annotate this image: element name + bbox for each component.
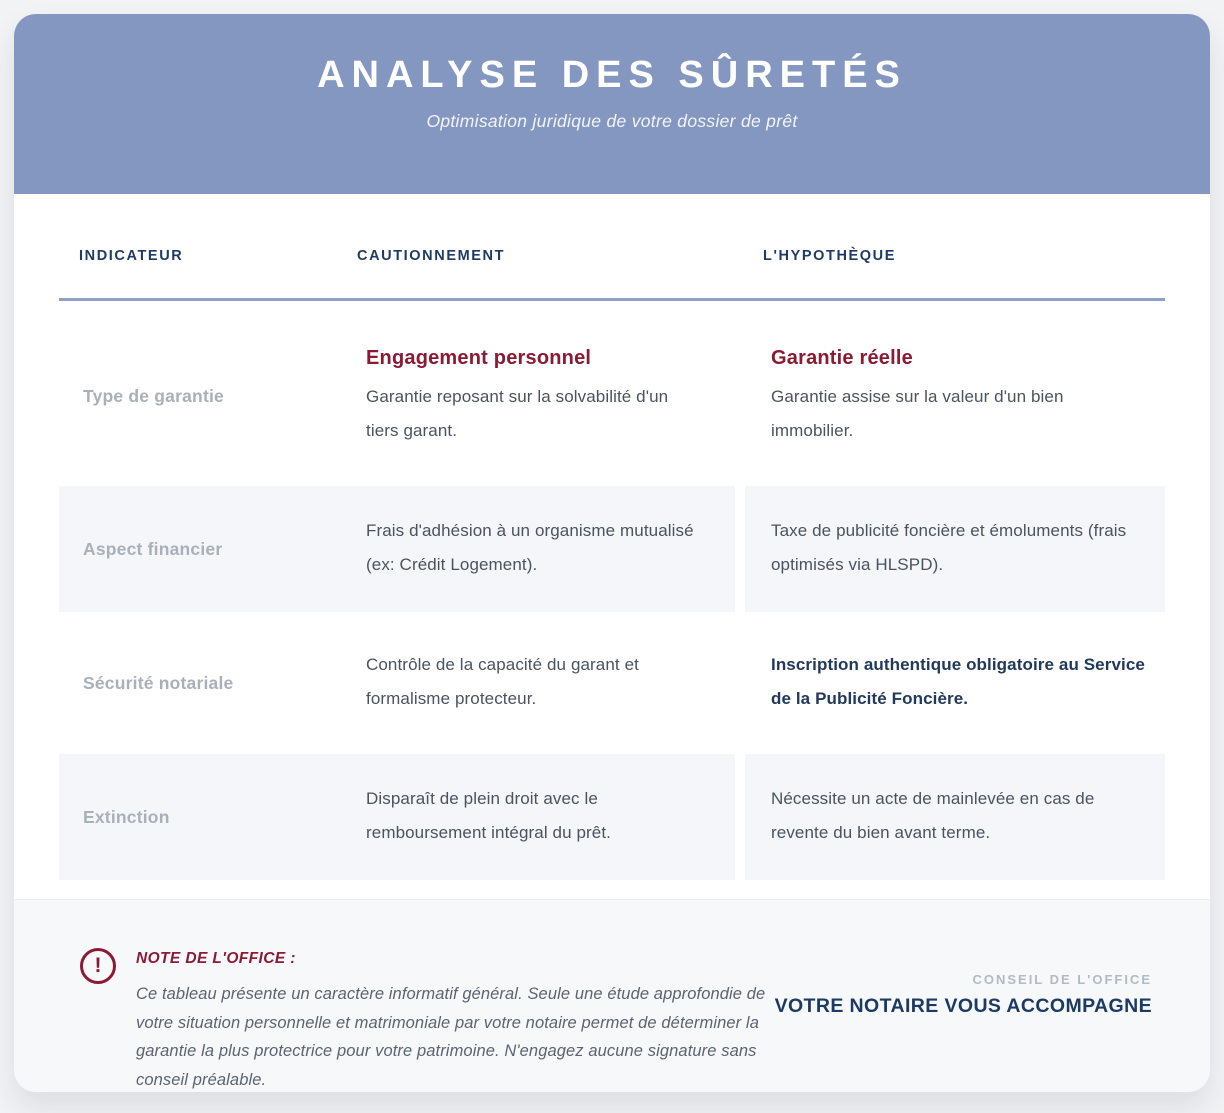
row-label: Extinction xyxy=(83,806,170,827)
column-header-cautionnement: CAUTIONNEMENT xyxy=(357,248,506,264)
hypotheque-cell-text: Inscription authentique obligatoire au Service de la Publicité Foncière. xyxy=(771,655,1145,708)
row-label: Sécurité notariale xyxy=(83,672,234,693)
table-row-extinction xyxy=(59,754,1165,880)
hypotheque-cell xyxy=(745,315,1165,478)
hypotheque-cell xyxy=(745,486,1165,612)
hypotheque-cell xyxy=(745,754,1165,880)
hypotheque-cell xyxy=(745,620,1165,746)
office-advice-title: VOTRE NOTAIRE VOUS ACCOMPAGNE xyxy=(774,995,1152,1017)
caution-cell-text: Garantie reposant sur la solvabilité d'un tiers garant. xyxy=(366,387,669,440)
caution-cell xyxy=(345,620,735,746)
office-note-footer xyxy=(14,899,1210,1092)
table-header-row xyxy=(59,194,1165,301)
caution-cell-title: Engagement personnel xyxy=(366,347,592,369)
caution-cell-text: Disparaît de plein droit avec le remboursement intégral du prêt. xyxy=(366,789,612,842)
table-row-type-de-garantie xyxy=(59,315,1165,478)
comparison-table xyxy=(14,194,1210,880)
hypotheque-cell-text: Taxe de publicité foncière et émoluments (frais optimisés via HLSPD). xyxy=(771,521,1127,574)
table-row-aspect-financier xyxy=(59,486,1165,612)
caution-cell xyxy=(345,315,735,478)
caution-cell-text: Frais d'adhésion à un organisme mutualisé (ex: Crédit Logement). xyxy=(366,521,694,574)
table-body xyxy=(59,315,1165,880)
page-subtitle: Optimisation juridique de votre dossier de prêt xyxy=(426,111,798,131)
caution-cell-text: Contrôle de la capacité du garant et formalisme protecteur. xyxy=(366,655,639,708)
office-note xyxy=(136,946,775,1092)
office-advice xyxy=(775,946,1152,1092)
column-header-indicator: INDICATEUR xyxy=(79,248,184,264)
row-label: Type de garantie xyxy=(83,386,224,406)
caution-cell xyxy=(345,486,735,612)
row-label: Aspect financier xyxy=(83,538,223,559)
office-advice-label: CONSEIL DE L'OFFICE xyxy=(972,972,1152,987)
column-header-hypotheque: L'HYPOTHÈQUE xyxy=(763,248,897,264)
hypotheque-cell-title: Garantie réelle xyxy=(771,347,913,369)
table-row-securite-notariale xyxy=(59,620,1165,746)
alert-circle-icon: ! xyxy=(80,948,116,984)
page-title: ANALYSE DES SÛRETÉS xyxy=(317,54,907,96)
hypotheque-cell-text: Garantie assise sur la valeur d'un bien immobilier. xyxy=(771,387,1064,440)
office-note-text: Ce tableau présente un caractère informatif général. Seule une étude approfondie de votre situation personnelle et matrimoniale par votre notaire permet de déterminer la garantie la plus protectrice pour votre patrimoine. N'engagez aucune signature sans conseil préalable. xyxy=(136,985,766,1089)
banner xyxy=(14,14,1210,194)
hypotheque-cell-text: Nécessite un acte de mainlevée en cas de revente du bien avant terme. xyxy=(771,789,1095,842)
caution-cell xyxy=(345,754,735,880)
surety-analysis-card xyxy=(14,14,1210,1092)
office-note-title: NOTE DE L'OFFICE : xyxy=(136,950,296,967)
